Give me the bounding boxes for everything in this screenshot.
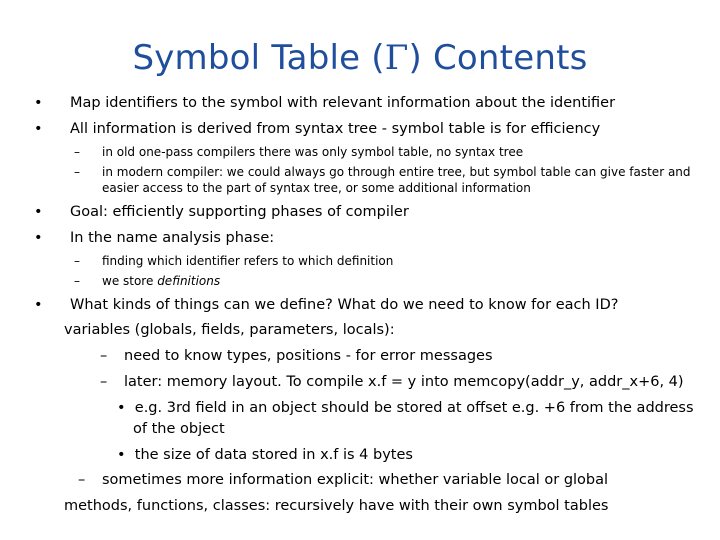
sub-item: [74, 164, 702, 196]
bullet-item: [34, 121, 601, 137]
var-sub-text: e.g. 3rd field in an object should be stored at offset e.g. +6 from the address: [134, 400, 694, 416]
methods-line: methods, functions, classes: recursively have with their own symbol tables: [64, 498, 609, 514]
sub-item: [74, 273, 702, 289]
title-close: ) Contents: [408, 38, 588, 78]
variables-heading: variables (globals, fields, parameters, locals):: [64, 322, 395, 338]
bullet-text: Goal: efficiently supporting phases of compiler: [70, 204, 409, 220]
dash: –: [100, 348, 108, 364]
var-sub-item: [117, 447, 413, 463]
sub-item: [74, 253, 702, 269]
bullet-dot: •: [117, 400, 126, 416]
title-gamma: Γ: [384, 38, 409, 78]
var-sub-text: the size of data stored in x.f is 4 bytes: [134, 447, 413, 463]
var-item: [100, 348, 493, 364]
bullet-text: In the name analysis phase:: [70, 230, 275, 246]
dash: –: [74, 254, 80, 268]
sub-item: [74, 144, 702, 160]
bullet-text: All information is derived from syntax tree - symbol table is for efficiency: [70, 121, 601, 137]
sub-text-emphasis: definitions: [157, 274, 221, 288]
dash: –: [100, 374, 108, 390]
dash: –: [74, 165, 80, 179]
bullet-dot: •: [34, 297, 43, 313]
var-text: later: memory layout. To compile x.f = y into memcopy(addr_y, addr_x+6, 4): [124, 374, 684, 390]
dash: –: [74, 274, 80, 288]
bullet-item: [34, 230, 275, 246]
bullet-dot: •: [34, 230, 43, 246]
dash: –: [78, 472, 86, 488]
title-text: Symbol Table (: [132, 38, 385, 78]
sub-text: in modern compiler: we could always go through entire tree, but symbol table can give faster and easier access to the part of syntax tree, or some additional information: [102, 165, 691, 195]
bullet-dot: •: [117, 447, 126, 463]
sub-text: finding which identifier refers to which definition: [102, 254, 394, 268]
bullet-dot: •: [34, 121, 43, 137]
more-info-text: sometimes more information explicit: whether variable local or global: [102, 472, 609, 488]
bullet-item: [34, 95, 616, 111]
dash: –: [74, 145, 80, 159]
var-sub-item: [117, 400, 694, 416]
bullet-dot: •: [34, 95, 43, 111]
var-sub-continuation: of the object: [133, 421, 225, 437]
sub-text: we store: [102, 274, 158, 288]
var-text: need to know types, positions - for error messages: [124, 348, 493, 364]
bullet-text: What kinds of things can we define? What do we need to know for each ID?: [70, 297, 619, 313]
sub-text: in old one-pass compilers there was only symbol table, no syntax tree: [102, 145, 524, 159]
bullet-item: [34, 297, 619, 313]
bullet-text: Map identifiers to the symbol with relevant information about the identifier: [70, 95, 616, 111]
more-info-item: [78, 472, 608, 488]
slide-title: [0, 38, 720, 78]
bullet-item: [34, 204, 409, 220]
bullet-dot: •: [34, 204, 43, 220]
var-item: [100, 374, 684, 390]
